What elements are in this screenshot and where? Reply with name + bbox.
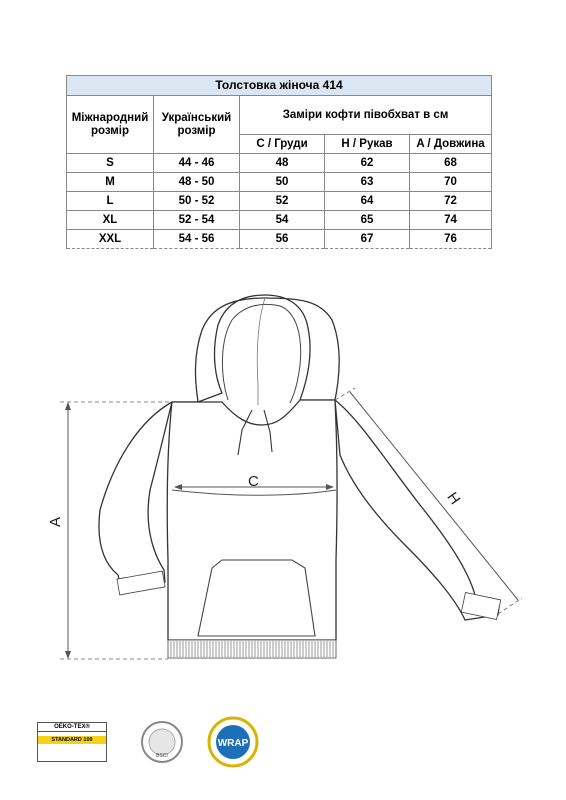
- cell-ua: 52 - 54: [154, 211, 240, 230]
- cell-chest: 56: [240, 230, 325, 249]
- subheader-sleeve: H / Рукав: [325, 135, 410, 154]
- hoodie-measurement-diagram: [0, 285, 566, 680]
- cell-chest: 50: [240, 173, 325, 192]
- table-row: [67, 154, 492, 173]
- table-row: [67, 230, 492, 249]
- label-length: A: [47, 516, 64, 527]
- table-title: Толстовка жіноча 414: [67, 76, 492, 96]
- size-table: [66, 75, 492, 249]
- header-ua-size: Український розмір: [154, 96, 240, 154]
- cell-intl: L: [67, 192, 154, 211]
- table-row: [67, 173, 492, 192]
- torso-outline: [167, 400, 337, 640]
- header-measurements: Заміри кофти півобхват в см: [240, 96, 492, 135]
- header-intl-size: Міжнародний розмір: [67, 96, 154, 154]
- oeko-tex-logo: [37, 722, 107, 762]
- table-row: [67, 192, 492, 211]
- cell-length: 70: [410, 173, 492, 192]
- cell-sleeve: 63: [325, 173, 410, 192]
- right-sleeve-outline: [335, 400, 500, 620]
- table-row: [67, 211, 492, 230]
- cell-sleeve: 62: [325, 154, 410, 173]
- cell-ua: 50 - 52: [154, 192, 240, 211]
- hood-seam: [257, 298, 265, 405]
- subheader-length: A / Довжина: [410, 135, 492, 154]
- oeko-tex-name: OEKO-TEX®: [38, 723, 106, 732]
- oeko-tex-standard: STANDARD 100: [38, 736, 106, 744]
- cell-ua: 54 - 56: [154, 230, 240, 249]
- label-chest: C: [248, 473, 259, 490]
- cell-intl: XL: [67, 211, 154, 230]
- cell-intl: M: [67, 173, 154, 192]
- hood-outline: [172, 295, 339, 402]
- cell-length: 74: [410, 211, 492, 230]
- wrap-logo: [207, 716, 259, 768]
- subheader-chest: C / Груди: [240, 135, 325, 154]
- cell-intl: S: [67, 154, 154, 173]
- left-sleeve-outline: [99, 402, 172, 590]
- cell-sleeve: 64: [325, 192, 410, 211]
- cell-sleeve: 65: [325, 211, 410, 230]
- cell-length: 72: [410, 192, 492, 211]
- bsci-logo: [140, 720, 184, 764]
- cell-ua: 44 - 46: [154, 154, 240, 173]
- bsci-text: BSCI: [156, 753, 168, 759]
- wrap-text: WRAP: [217, 738, 249, 749]
- cell-intl: XXL: [67, 230, 154, 249]
- cell-chest: 48: [240, 154, 325, 173]
- cell-length: 68: [410, 154, 492, 173]
- cell-length: 76: [410, 230, 492, 249]
- hood-inner: [222, 304, 300, 403]
- sleeve-guide-bottom: [498, 598, 522, 614]
- cell-ua: 48 - 50: [154, 173, 240, 192]
- label-sleeve: H: [443, 489, 464, 508]
- cell-sleeve: 67: [325, 230, 410, 249]
- cell-chest: 54: [240, 211, 325, 230]
- cell-chest: 52: [240, 192, 325, 211]
